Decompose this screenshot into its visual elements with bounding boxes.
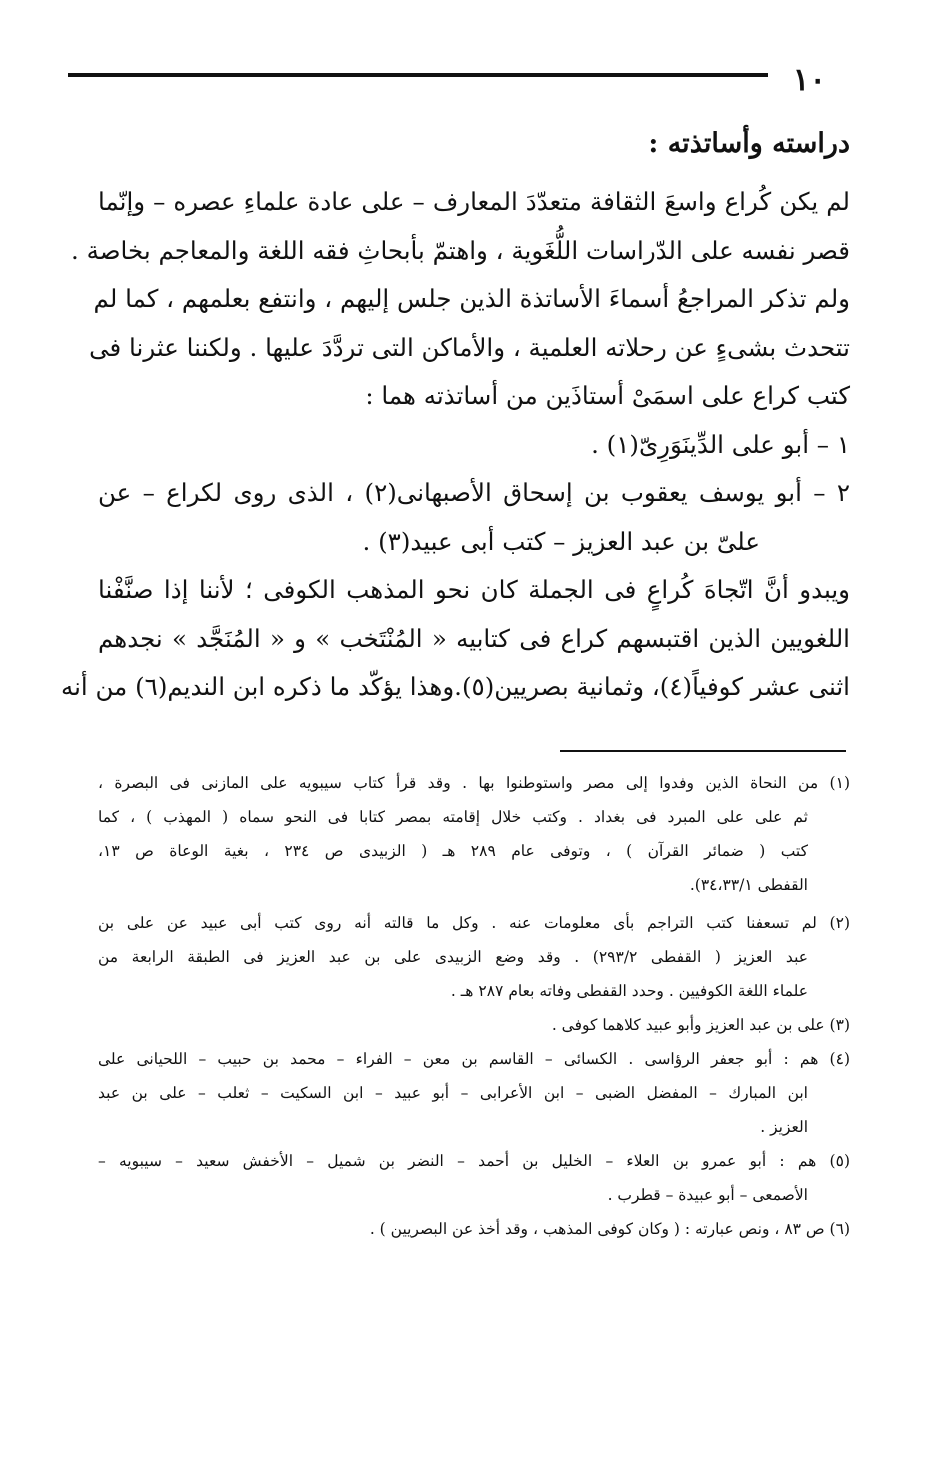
footnote-line: (١) من النحاة الذين وفدوا إلى مصر واستوطنوا بها . وقد قرأ كتاب سيبويه على المازنى فى البصرة ، [98,774,850,792]
footnote-line: (٢) لم تسعفنا كتب التراجم بأى معلومات عنه . وكل ما قالته أنه روى كتب أبى عبيد عن على بن [98,914,850,932]
body-line: قصر نفسه على الدّراسات اللُّغَوية ، واهتمّ بأبحاثِ فقه اللغة والمعاجم بخاصة . [71,235,850,265]
footnote-line: علماء اللغة الكوفيين . وحدد القفطى وفاته بعام ٢٨٧ هـ . [450,982,808,1000]
body-line: كتب كراع على اسمَىْ أستاذَين من أساتذته هما : [365,381,850,410]
footnote-3 [98,1008,850,1042]
footnote-line: العزيز . [760,1118,808,1136]
list-item: ١ – أبو على الدِّينَوَرِىّ(١) . [591,429,850,459]
list-item: ٢ – أبو يوسف يعقوب بن إسحاق الأصبهانى(٢) ، الذى روى لكراع – عن [98,478,850,507]
footnote-line: ابن المبارك – المفضل الضبى – ابن الأعرابى – أبو عبيد – ابن السكيت – ثعلب – على بن عبد [98,1084,808,1102]
footnote-line: (٤) هم : أبو جعفر الرؤاسى . الكسائى – القاسم بن معن – الفراء – محمد بن حبيب – اللحيانى على [98,1050,850,1068]
footnote-line: (٥) هم : أبو عمرو بن العلاء – الخليل بن أحمد – النضر بن شميل – الأخفش سعيد – سيبويه – [98,1152,850,1170]
footnote-line: (٦) ص ٨٣ ، ونص عبارته : ( وكان كوفى المذهب ، وقد أخذ عن البصريين ) . [369,1220,850,1238]
page-number: ١٠ [792,62,826,98]
footnote-4 [98,1042,850,1144]
footnotes [98,766,850,1246]
footnote-separator [560,750,846,752]
header-rule [68,73,768,77]
footnote-line: الأصمعى – أبو عبيدة – قطرب . [607,1186,808,1204]
list-item-continuation: علىّ بن عبد العزيز – كتب أبى عبيد(٣) . [362,526,760,556]
footnote-1 [98,766,850,902]
body-line: اللغويين الذين اقتبسهم كراع فى كتابيه « المُنْتَخب » و « المُنَجَّد » نجدهم [98,623,850,653]
body-line: تتحدث بشىءٍ عن رحلاته العلمية ، والأماكن التى تردَّدَ عليها . ولكننا عثرنا فى [89,332,850,362]
body-text [60,178,850,712]
body-line: ويبدو أنَّ اتّجاهَ كُراعٍ فى الجملة كان نحو المذهب الكوفى ؛ لأننا إذا صنَّفْنا [98,575,850,604]
footnote-line: (٣) على بن عبد العزيز وأبو عبيد كلاهما كوفى . [551,1016,850,1034]
footnote-2 [98,906,850,1008]
footnote-line: القفطى ٣٤،٣٣/١). [689,876,808,894]
footnote-6 [98,1212,850,1246]
section-heading: دراسته وأساتذته : [648,128,850,159]
footnote-5 [98,1144,850,1212]
footnote-line: كتب ( ضمائر القرآن ) ، وتوفى عام ٢٨٩ هـ ( الزبيدى ص ٢٣٤ ، بغية الوعاة ص ١٣، [98,842,808,860]
footnote-line: عبد العزيز ( القفطى ٢٩٣/٢) . وقد وضع الزبيدى على بن عبد العزيز فى الطبقة الرابعة من [98,948,808,966]
footnote-line: ثم على على المبرد فى بغداد . وكتب خلال إقامته بمصر كتابا فى النحو سماه ( المهذب ) ، كما [98,808,808,826]
body-line: اثنى عشر كوفياً(٤)، وثمانية بصريين(٥).وهذا يؤكّد ما ذكره ابن النديم(٦) من أنه [60,672,850,701]
body-line: لم يكن كُراع واسعَ الثقافة متعدّدَ المعارف – على عادة علماءِ عصره – وإنّما [98,187,850,216]
body-line: ولم تذكر المراجعُ أسماءَ الأساتذة الذين جلس إليهم ، وانتفع بعلمهم ، كما لم [93,284,850,313]
